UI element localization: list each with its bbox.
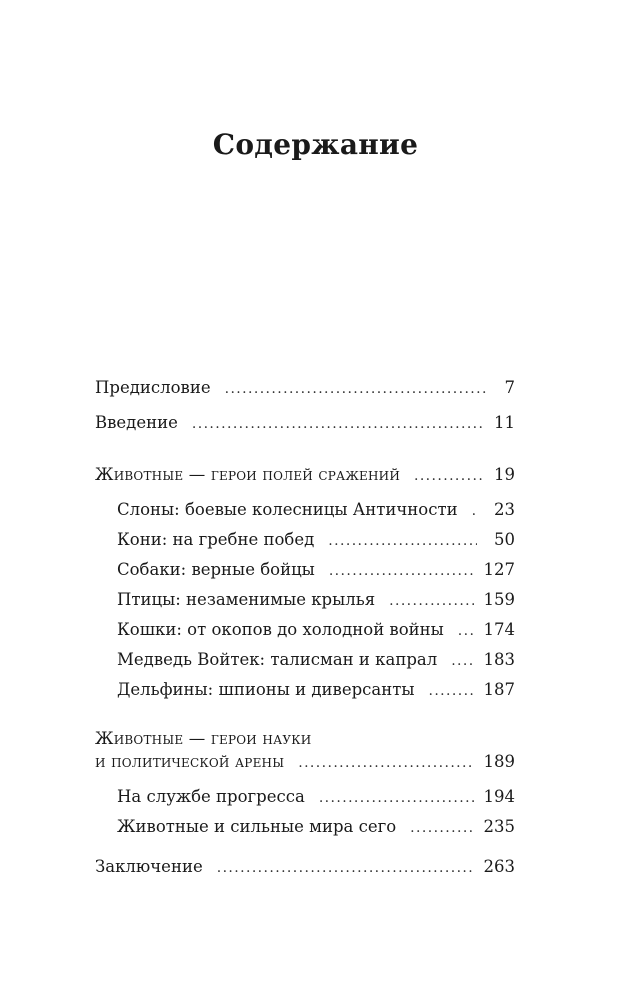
- toc-entry-page: 187: [483, 680, 515, 699]
- toc-entry-page: 50: [494, 530, 515, 549]
- toc-entry-label: Предисловие: [95, 378, 211, 397]
- toc-entry-bear-voytek[interactable]: [117, 649, 515, 672]
- toc-entry-page: 7: [504, 378, 515, 397]
- toc-part-2[interactable]: [95, 751, 515, 774]
- page-title: Содержание: [212, 128, 419, 161]
- toc-part-label: Животные — герои науки: [95, 729, 312, 748]
- toc-entry-dolphins[interactable]: [117, 679, 515, 702]
- toc-entry-introduction[interactable]: [95, 412, 515, 435]
- toc-entry-label: Заключение: [95, 857, 203, 876]
- toc-entry-cats[interactable]: [117, 619, 515, 642]
- toc-entry-progress[interactable]: [117, 786, 515, 809]
- toc-entry-elephants[interactable]: [117, 499, 515, 522]
- leader-dots: [192, 413, 484, 435]
- toc-entry-page: 159: [483, 590, 515, 609]
- toc-entry-label: Слоны: боевые колесницы Античности: [117, 500, 458, 519]
- toc-entry-conclusion[interactable]: [95, 856, 515, 879]
- leader-dots: [319, 787, 474, 809]
- toc-entry-label: Животные и сильные мира сего: [117, 817, 397, 836]
- leader-dots: [329, 560, 474, 582]
- toc-entry-page: 194: [483, 787, 515, 806]
- toc-entry-page: 11: [494, 413, 515, 432]
- leader-dots: [458, 620, 474, 642]
- toc-entry-page: 19: [494, 465, 515, 484]
- toc-entry-page: 174: [483, 620, 515, 639]
- toc-entry-label: Медведь Войтек: талисман и капрал: [117, 650, 438, 669]
- toc-part-2-line1[interactable]: [95, 728, 515, 750]
- leader-dots: [328, 530, 477, 552]
- toc-entry-birds[interactable]: [117, 589, 515, 612]
- toc-entry-page: 183: [483, 650, 515, 669]
- toc-entry-page: 23: [494, 500, 515, 519]
- toc-entry-preface[interactable]: [95, 377, 515, 400]
- leader-dots: [414, 465, 484, 487]
- toc-entry-dogs[interactable]: [117, 559, 515, 582]
- toc-entry-label: Кони: на гребне побед: [117, 530, 315, 549]
- toc-part-label: Животные — герои полей сражений: [95, 465, 400, 484]
- leader-dots: [225, 378, 487, 400]
- toc-entry-horses[interactable]: [117, 529, 515, 552]
- toc-entry-label: Введение: [95, 413, 178, 432]
- toc-entry-label: Собаки: верные бойцы: [117, 560, 315, 579]
- toc-entry-page: 189: [483, 752, 515, 771]
- leader-dots: [389, 590, 473, 612]
- leader-dots: [217, 857, 474, 879]
- toc-entry-label: Кошки: от окопов до холодной войны: [117, 620, 444, 639]
- toc-entry-powerful[interactable]: [117, 816, 515, 839]
- leader-dots: [472, 500, 477, 522]
- toc-part-label-line2: и политической арены: [95, 752, 285, 771]
- toc-entry-page: 127: [483, 560, 515, 579]
- toc-part-1[interactable]: [95, 464, 515, 487]
- toc-entry-page: 263: [483, 857, 515, 876]
- leader-dots: [298, 752, 473, 774]
- toc-entry-label: На службе прогресса: [117, 787, 305, 806]
- toc-entry-label: Дельфины: шпионы и диверсанты: [117, 680, 415, 699]
- leader-dots: [428, 680, 473, 702]
- leader-dots: [451, 650, 473, 672]
- leader-dots: [410, 817, 473, 839]
- toc-entry-page: 235: [483, 817, 515, 836]
- toc-entry-label: Птицы: незаменимые крылья: [117, 590, 376, 609]
